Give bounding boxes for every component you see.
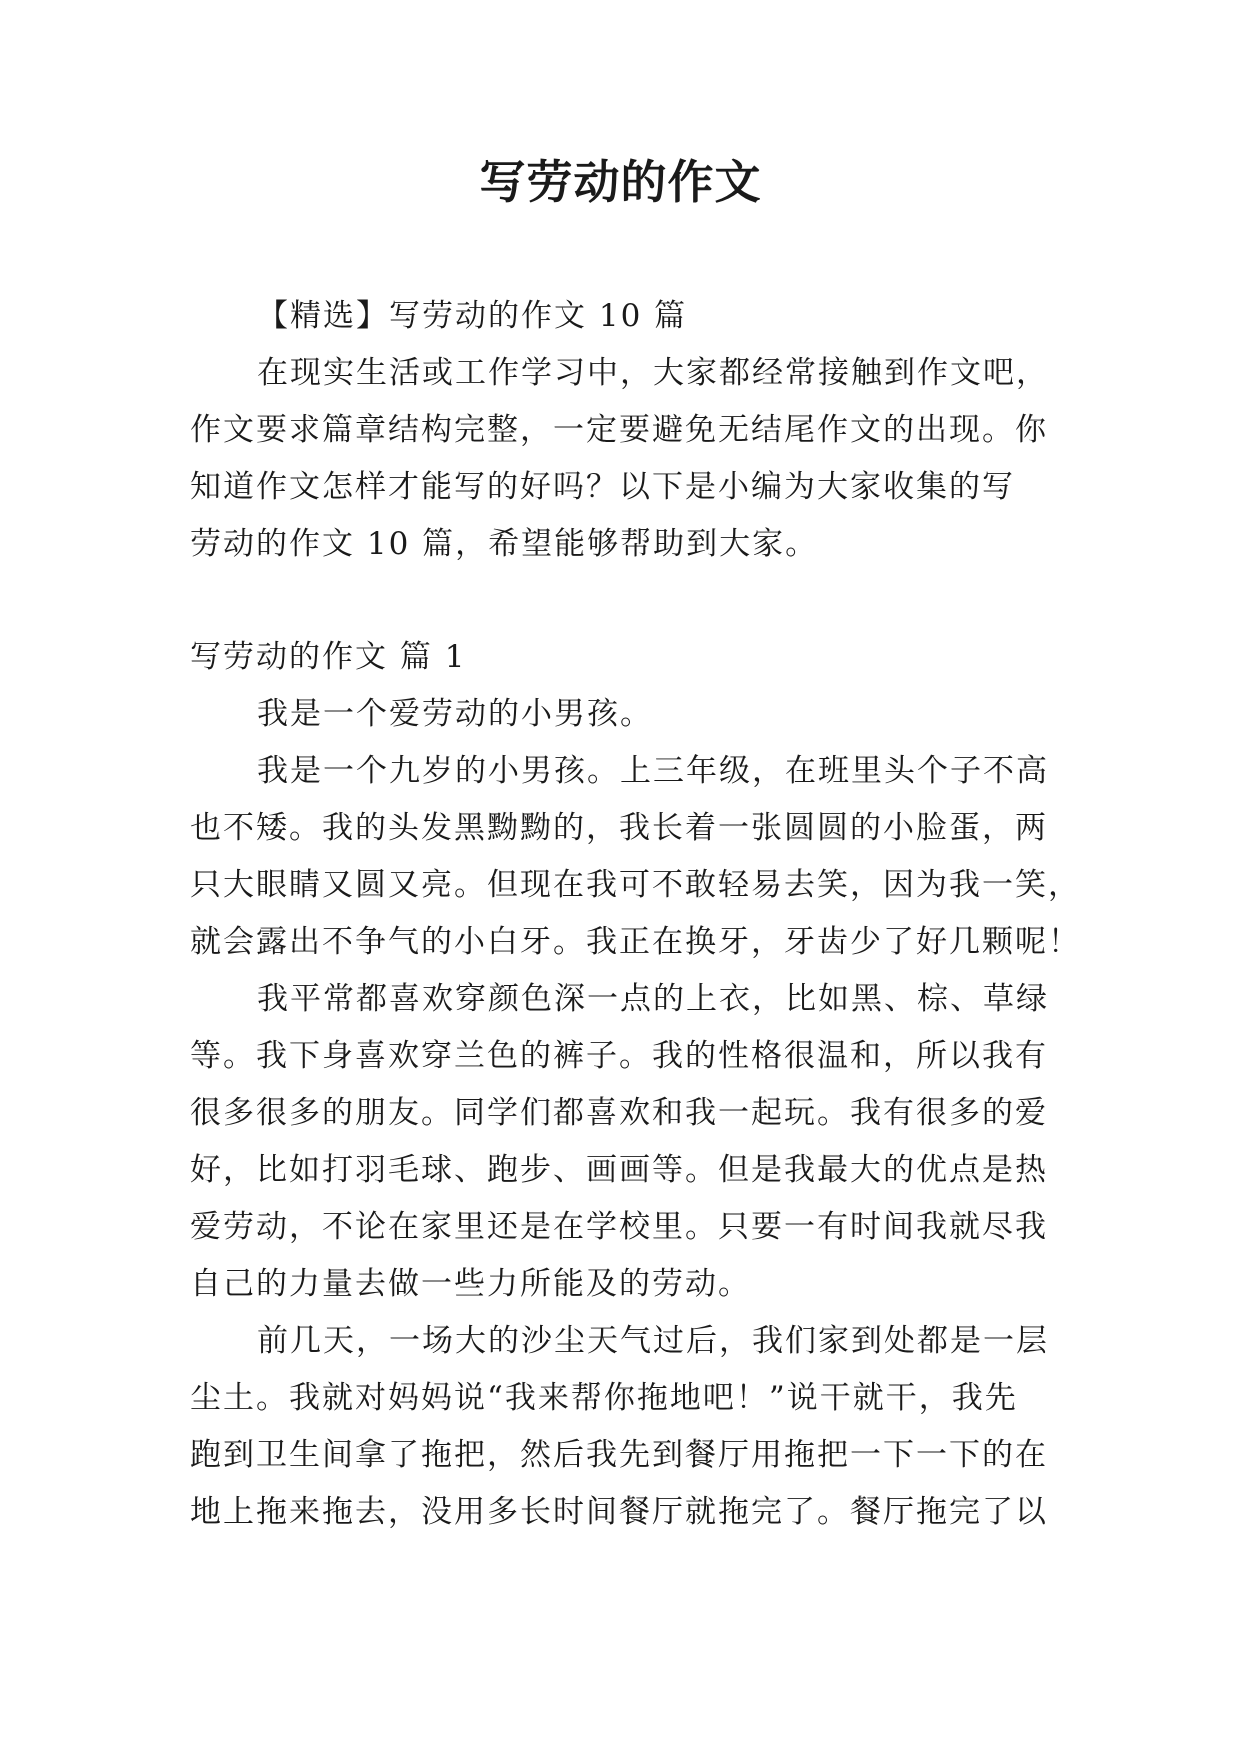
text-line: 也不矮。我的头发黑黝黝的，我长着一张圆圆的小脸蛋，两	[190, 810, 1048, 846]
text-line: 地上拖来拖去，没用多长时间餐厅就拖完了。餐厅拖完了以	[190, 1494, 1048, 1530]
text-line: 就会露出不争气的小白牙。我正在换牙，牙齿少了好几颗呢！	[190, 924, 1081, 960]
text-line: 很多很多的朋友。同学们都喜欢和我一起玩。我有很多的爱	[190, 1095, 1048, 1131]
text-line: 自己的力量去做一些力所能及的劳动。	[190, 1266, 751, 1302]
document-body	[190, 288, 1081, 1541]
text-line: 知道作文怎样才能写的好吗？以下是小编为大家收集的写	[190, 469, 1015, 505]
text-line: 我平常都喜欢穿颜色深一点的上衣，比如黑、棕、草绿	[257, 981, 1049, 1017]
text-line: 爱劳动，不论在家里还是在学校里。只要一有时间我就尽我	[190, 1209, 1048, 1245]
text-line: 只大眼睛又圆又亮。但现在我可不敢轻易去笑，因为我一笑，	[190, 867, 1081, 903]
text-line: 写劳动的作文 篇 1	[190, 639, 467, 675]
document-title: 写劳动的作文	[479, 155, 762, 209]
text-line: 尘土。我就对妈妈说“我来帮你拖地吧！”说干就干，我先	[190, 1380, 1018, 1416]
text-line: 在现实生活或工作学习中，大家都经常接触到作文吧，	[257, 355, 1049, 391]
text-line: 劳动的作文 10 篇，希望能够帮助到大家。	[190, 526, 819, 562]
text-line: 作文要求篇章结构完整，一定要避免无结尾作文的出现。你	[190, 412, 1048, 448]
text-line: 跑到卫生间拿了拖把，然后我先到餐厅用拖把一下一下的在	[190, 1437, 1048, 1473]
text-line: 等。我下身喜欢穿兰色的裤子。我的性格很温和，所以我有	[190, 1038, 1048, 1074]
text-line: 我是一个爱劳动的小男孩。	[257, 696, 653, 732]
text-line: 【精选】写劳动的作文 10 篇	[257, 298, 688, 334]
text-line: 好，比如打羽毛球、跑步、画画等。但是我最大的优点是热	[190, 1152, 1048, 1188]
text-line: 前几天，一场大的沙尘天气过后，我们家到处都是一层	[257, 1323, 1049, 1359]
text-line: 我是一个九岁的小男孩。上三年级，在班里头个子不高	[257, 753, 1049, 789]
section-gap	[190, 573, 1060, 629]
